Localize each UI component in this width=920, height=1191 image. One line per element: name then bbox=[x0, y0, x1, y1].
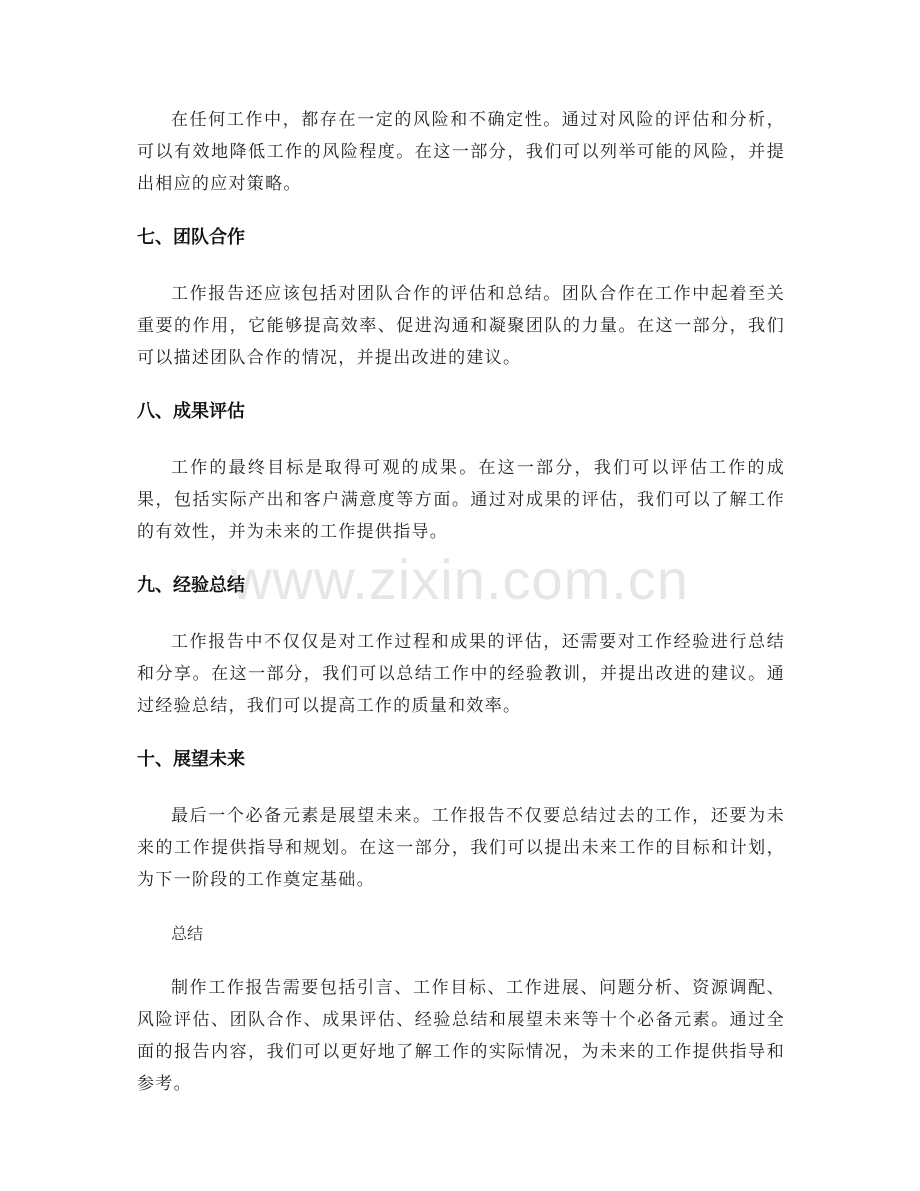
section-body-experience: 工作报告中不仅仅是对工作过程和成果的评估，还需要对工作经验进行总结和分享。在这一部分，我们可以总结工作中的经验教训，并提出改进的建议。通过经验总结，我们可以提高工作的质量和效率。 bbox=[137, 632, 785, 716]
summary-body: 制作工作报告需要包括引言、工作目标、工作进展、问题分析、资源调配、风险评估、团队合作、成果评估、经验总结和展望未来等十个必备元素。通过全面的报告内容，我们可以更好地了解工作的实际情况，为未来的工作提供指导和参考。 bbox=[137, 978, 785, 1094]
section-heading-future: 十、展望未来 bbox=[137, 749, 245, 770]
watermark-text: www.zixin.com.cn bbox=[231, 548, 689, 611]
section-body-future: 最后一个必备元素是展望未来。工作报告不仅要总结过去的工作，还要为未来的工作提供指导和规划。在这一部分，我们可以提出未来工作的目标和计划，为下一阶段的工作奠定基础。 bbox=[137, 806, 785, 890]
summary-heading: 总结 bbox=[171, 924, 204, 943]
document-content bbox=[137, 104, 785, 1100]
section-heading-results: 八、成果评估 bbox=[137, 401, 245, 422]
intro-paragraph: 在任何工作中，都存在一定的风险和不确定性。通过对风险的评估和分析，可以有效地降低工作的风险程度。在这一部分，我们可以列举可能的风险，并提出相应的应对策略。 bbox=[137, 110, 785, 194]
section-heading-experience: 九、经验总结 bbox=[137, 575, 245, 596]
section-body-results: 工作的最终目标是取得可观的成果。在这一部分，我们可以评估工作的成果，包括实际产出和客户满意度等方面。通过对成果的评估，我们可以了解工作的有效性，并为未来的工作提供指导。 bbox=[137, 458, 785, 542]
section-body-team: 工作报告还应该包括对团队合作的评估和总结。团队合作在工作中起着至关重要的作用，它能够提高效率、促进沟通和凝聚团队的力量。在这一部分，我们可以描述团队合作的情况，并提出改进的建议。 bbox=[137, 284, 785, 368]
section-heading-team: 七、团队合作 bbox=[137, 227, 245, 248]
